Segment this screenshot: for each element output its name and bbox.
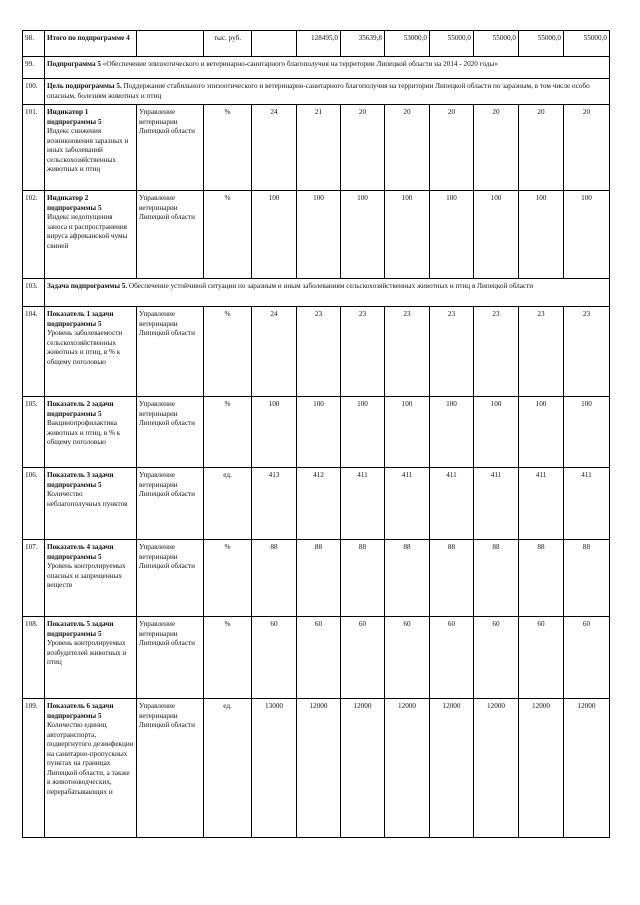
- section-text: [45, 79, 610, 105]
- row-number: 98.: [23, 31, 45, 57]
- indicator-description: Уровень контролируемых опасных и запрещенных веществ: [47, 562, 126, 589]
- responsible-org: Управление ветеринарии Липецкой области: [137, 699, 204, 838]
- row-number: 102.: [23, 191, 45, 279]
- value-cell: 12000: [385, 699, 430, 838]
- responsible-org: Управление ветеринарии Липецкой области: [137, 617, 204, 699]
- value-cell: 100: [297, 397, 341, 468]
- indicator-title: Показатель 6 задачи подпрограммы 5: [47, 702, 114, 720]
- unit-cell: ед.: [204, 699, 252, 838]
- indicator-name: [45, 617, 137, 699]
- value-cell: 100: [519, 397, 564, 468]
- indicator-name: [45, 105, 137, 191]
- unit-cell: %: [204, 307, 252, 397]
- value-cell: 60: [474, 617, 519, 699]
- value-cell: 12000: [430, 699, 474, 838]
- row-number: 103.: [23, 279, 45, 307]
- value-cell: 60: [341, 617, 385, 699]
- value-cell: 23: [519, 307, 564, 397]
- row-number: 101.: [23, 105, 45, 191]
- indicator-description: Индекс снижения возникновения заразных и иных заболеваний сельскохозяйственных животных и птиц: [47, 127, 129, 173]
- indicator-description: Уровень контролируемых возбудителей животных и птиц: [47, 639, 127, 666]
- indicator-description: Индекс недопущения заноса и распространения вируса африканской чумы свиней: [47, 213, 128, 250]
- value-cell: 100: [252, 397, 297, 468]
- section-label: Подпрограмма 5: [47, 60, 101, 68]
- unit-cell: %: [204, 617, 252, 699]
- indicator-description: Вакцинопрофилактика животных и птиц, в % к общему поголовью: [47, 419, 121, 446]
- table-row: [23, 191, 610, 279]
- value-cell: 23: [385, 307, 430, 397]
- value-cell: 100: [564, 191, 610, 279]
- value-cell: 411: [474, 468, 519, 540]
- indicator-name: [45, 699, 137, 838]
- unit-cell: %: [204, 397, 252, 468]
- table-row: [23, 699, 610, 838]
- value-cell: 23: [564, 307, 610, 397]
- indicator-name: [45, 468, 137, 540]
- program-table: [22, 30, 610, 838]
- value-cell: 100: [474, 191, 519, 279]
- value-cell: 20: [430, 105, 474, 191]
- value-cell: 12000: [564, 699, 610, 838]
- table-row: [23, 279, 610, 307]
- value-cell: 88: [341, 540, 385, 617]
- value-cell: 53000,0: [385, 31, 430, 57]
- value-cell: 100: [564, 397, 610, 468]
- value-cell: 20: [385, 105, 430, 191]
- indicator-name: [45, 397, 137, 468]
- value-cell: 60: [385, 617, 430, 699]
- value-cell: 55000,0: [564, 31, 610, 57]
- value-cell: 412: [297, 468, 341, 540]
- value-cell: 60: [297, 617, 341, 699]
- table-row: [23, 79, 610, 105]
- section-text: [45, 57, 610, 79]
- value-cell: 21: [297, 105, 341, 191]
- value-cell: 13000: [252, 699, 297, 838]
- indicator-name: [45, 540, 137, 617]
- value-cell: 100: [341, 191, 385, 279]
- value-cell: 88: [474, 540, 519, 617]
- value-cell: 100: [430, 397, 474, 468]
- unit-cell: %: [204, 105, 252, 191]
- responsible-org: Управление ветеринарии Липецкой области: [137, 105, 204, 191]
- responsible-org: [137, 31, 204, 57]
- responsible-org: Управление ветеринарии Липецкой области: [137, 397, 204, 468]
- unit-cell: %: [204, 540, 252, 617]
- value-cell: 23: [341, 307, 385, 397]
- responsible-org: Управление ветеринарии Липецкой области: [137, 540, 204, 617]
- indicator-title: Индикатор 2 подпрограммы 5: [47, 194, 102, 212]
- value-cell: 88: [252, 540, 297, 617]
- row-number: 99.: [23, 57, 45, 79]
- unit-cell: %: [204, 191, 252, 279]
- value-cell: 23: [430, 307, 474, 397]
- row-number: 100.: [23, 79, 45, 105]
- value-cell: 88: [564, 540, 610, 617]
- indicator-title: Показатель 2 задачи подпрограммы 5: [47, 400, 114, 418]
- value-cell: 12000: [297, 699, 341, 838]
- table-row: [23, 57, 610, 79]
- indicator-name: [45, 31, 137, 57]
- indicator-name: [45, 191, 137, 279]
- value-cell: 60: [564, 617, 610, 699]
- table-row: [23, 468, 610, 540]
- table-row: [23, 540, 610, 617]
- section-description: Обеспечение устойчивой ситуации по заразным и иным заболеваниям сельскохозяйственных животных и птиц в Липецкой области: [127, 282, 534, 290]
- value-cell: 24: [252, 307, 297, 397]
- row-number: 107.: [23, 540, 45, 617]
- row-number: 109.: [23, 699, 45, 838]
- row-number: 104.: [23, 307, 45, 397]
- value-cell: 35639,8: [341, 31, 385, 57]
- value-cell: 411: [341, 468, 385, 540]
- value-cell: 23: [297, 307, 341, 397]
- value-cell: 411: [564, 468, 610, 540]
- value-cell: 23: [474, 307, 519, 397]
- value-cell: 100: [297, 191, 341, 279]
- value-cell: 12000: [341, 699, 385, 838]
- value-cell: 20: [341, 105, 385, 191]
- responsible-org: Управление ветеринарии Липецкой области: [137, 468, 204, 540]
- table-row: [23, 31, 610, 57]
- indicator-description: Количество единиц автотранспорта, подвергнутого дезинфекции на санитарно-пропускных пунктах на границах Липецкой области, а также в животноводческих, перерабатывающих и: [47, 721, 134, 796]
- table-row: [23, 617, 610, 699]
- value-cell: 20: [519, 105, 564, 191]
- unit-cell: тыс. руб.: [204, 31, 252, 57]
- value-cell: 100: [385, 397, 430, 468]
- responsible-org: Управление ветеринарии Липецкой области: [137, 191, 204, 279]
- value-cell: 128495,0: [297, 31, 341, 57]
- value-cell: 88: [297, 540, 341, 617]
- responsible-org: Управление ветеринарии Липецкой области: [137, 307, 204, 397]
- indicator-title: Итого по подпрограмме 4: [47, 34, 130, 42]
- row-number: 105.: [23, 397, 45, 468]
- value-cell: 55000,0: [430, 31, 474, 57]
- value-cell: 88: [430, 540, 474, 617]
- value-cell: 60: [252, 617, 297, 699]
- indicator-name: [45, 307, 137, 397]
- value-cell: [252, 31, 297, 57]
- value-cell: 60: [519, 617, 564, 699]
- row-number: 108.: [23, 617, 45, 699]
- value-cell: 100: [341, 397, 385, 468]
- indicator-title: Показатель 1 задачи подпрограммы 5: [47, 310, 114, 328]
- value-cell: 100: [430, 191, 474, 279]
- section-label: Цель подпрограммы 5.: [47, 82, 122, 90]
- value-cell: 100: [474, 397, 519, 468]
- value-cell: 413: [252, 468, 297, 540]
- value-cell: 20: [474, 105, 519, 191]
- table-row: [23, 307, 610, 397]
- value-cell: 12000: [474, 699, 519, 838]
- indicator-title: Индикатор 1 подпрограммы 5: [47, 108, 102, 126]
- value-cell: 60: [430, 617, 474, 699]
- value-cell: 12000: [519, 699, 564, 838]
- value-cell: 88: [519, 540, 564, 617]
- section-description: Поддержание стабильного эпизоотического и ветеринарно-санитарного благополучия на территории Липецкой области по заразным, в том числе особо опасным, болезням животных и птиц: [47, 82, 590, 100]
- value-cell: 55000,0: [474, 31, 519, 57]
- value-cell: 411: [519, 468, 564, 540]
- section-description: «Обеспечение эпизоотического и ветеринарно-санитарного благополучия на территории Липецкой области на 2014 - 2020 годы»: [100, 60, 498, 68]
- indicator-description: Уровень заболеваемости сельскохозяйственных животных и птиц, в % к общему поголовью: [47, 329, 123, 366]
- section-label: Задача подпрограммы 5.: [47, 282, 128, 290]
- unit-cell: ед.: [204, 468, 252, 540]
- value-cell: 100: [519, 191, 564, 279]
- value-cell: 100: [385, 191, 430, 279]
- value-cell: 55000,0: [519, 31, 564, 57]
- value-cell: 24: [252, 105, 297, 191]
- table-row: [23, 105, 610, 191]
- section-text: [45, 279, 610, 307]
- value-cell: 411: [385, 468, 430, 540]
- value-cell: 411: [430, 468, 474, 540]
- row-number: 106.: [23, 468, 45, 540]
- table-row: [23, 397, 610, 468]
- value-cell: 100: [252, 191, 297, 279]
- value-cell: 88: [385, 540, 430, 617]
- indicator-title: Показатель 4 задачи подпрограммы 5: [47, 543, 114, 561]
- indicator-title: Показатель 3 задачи подпрограммы 5: [47, 471, 114, 489]
- value-cell: 20: [564, 105, 610, 191]
- indicator-title: Показатель 5 задачи подпрограммы 5: [47, 620, 114, 638]
- indicator-description: Количество неблагополучных пунктов: [47, 490, 128, 508]
